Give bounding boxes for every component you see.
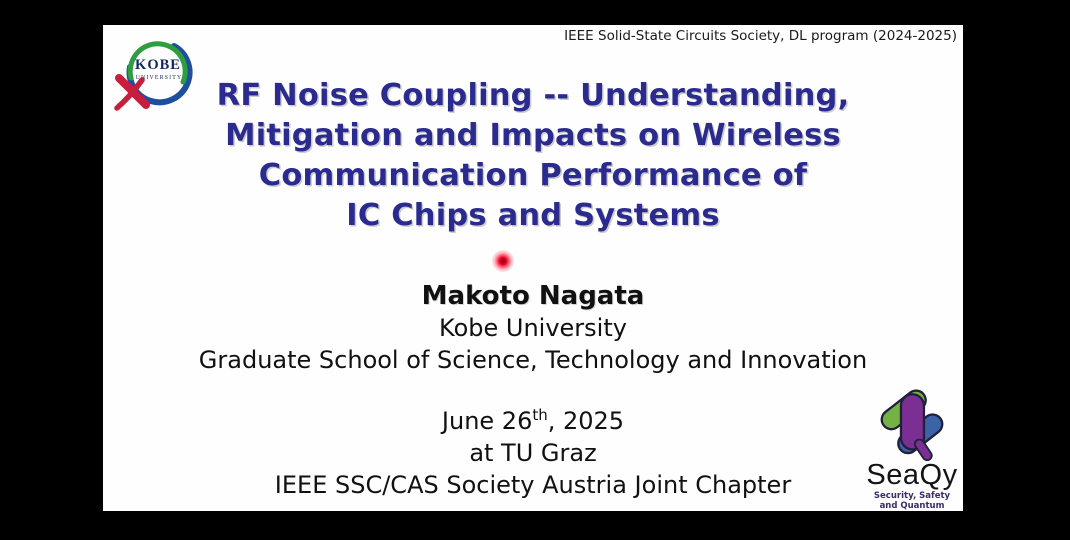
event-block: [103, 405, 963, 501]
seaqy-wordmark: SeaQy: [866, 459, 958, 491]
seaqy-tagline-line-1: Security, Safety: [873, 491, 951, 501]
slide-title: [103, 76, 963, 236]
title-line-1: RF Noise Coupling -- Understanding,: [216, 78, 850, 113]
event-host: IEEE SSC/CAS Society Austria Joint Chapter: [274, 471, 792, 499]
title-line-4: IC Chips and Systems: [346, 198, 720, 233]
event-date-prefix: June 26: [441, 407, 533, 435]
event-date-superscript: th: [532, 406, 548, 424]
author-name: Makoto Nagata: [421, 281, 645, 311]
author-affiliation-school: Graduate School of Science, Technology and Innovation: [198, 346, 868, 374]
seaqy-logo: [861, 386, 963, 510]
kobe-logo-subname: UNIVERSITY: [135, 75, 183, 81]
title-line-3: Communication Performance of: [258, 158, 808, 193]
seaqy-tagline: [861, 491, 963, 511]
program-note: IEEE Solid-State Circuits Society, DL program (2024-2025): [564, 28, 957, 44]
title-slide: [103, 25, 963, 511]
event-date: [103, 405, 963, 437]
event-date-suffix: , 2025: [547, 407, 625, 435]
seaqy-tagline-line-2: and Quantum: [879, 501, 945, 511]
seaqy-pinwheel-icon: [866, 386, 958, 466]
title-line-2: Mitigation and Impacts on Wireless: [225, 118, 841, 153]
author-block: [103, 280, 963, 376]
laser-pointer-dot: [492, 250, 514, 272]
author-affiliation-university: Kobe University: [439, 314, 627, 342]
event-location: at TU Graz: [469, 439, 597, 467]
kobe-logo-name: KOBE: [135, 57, 181, 73]
